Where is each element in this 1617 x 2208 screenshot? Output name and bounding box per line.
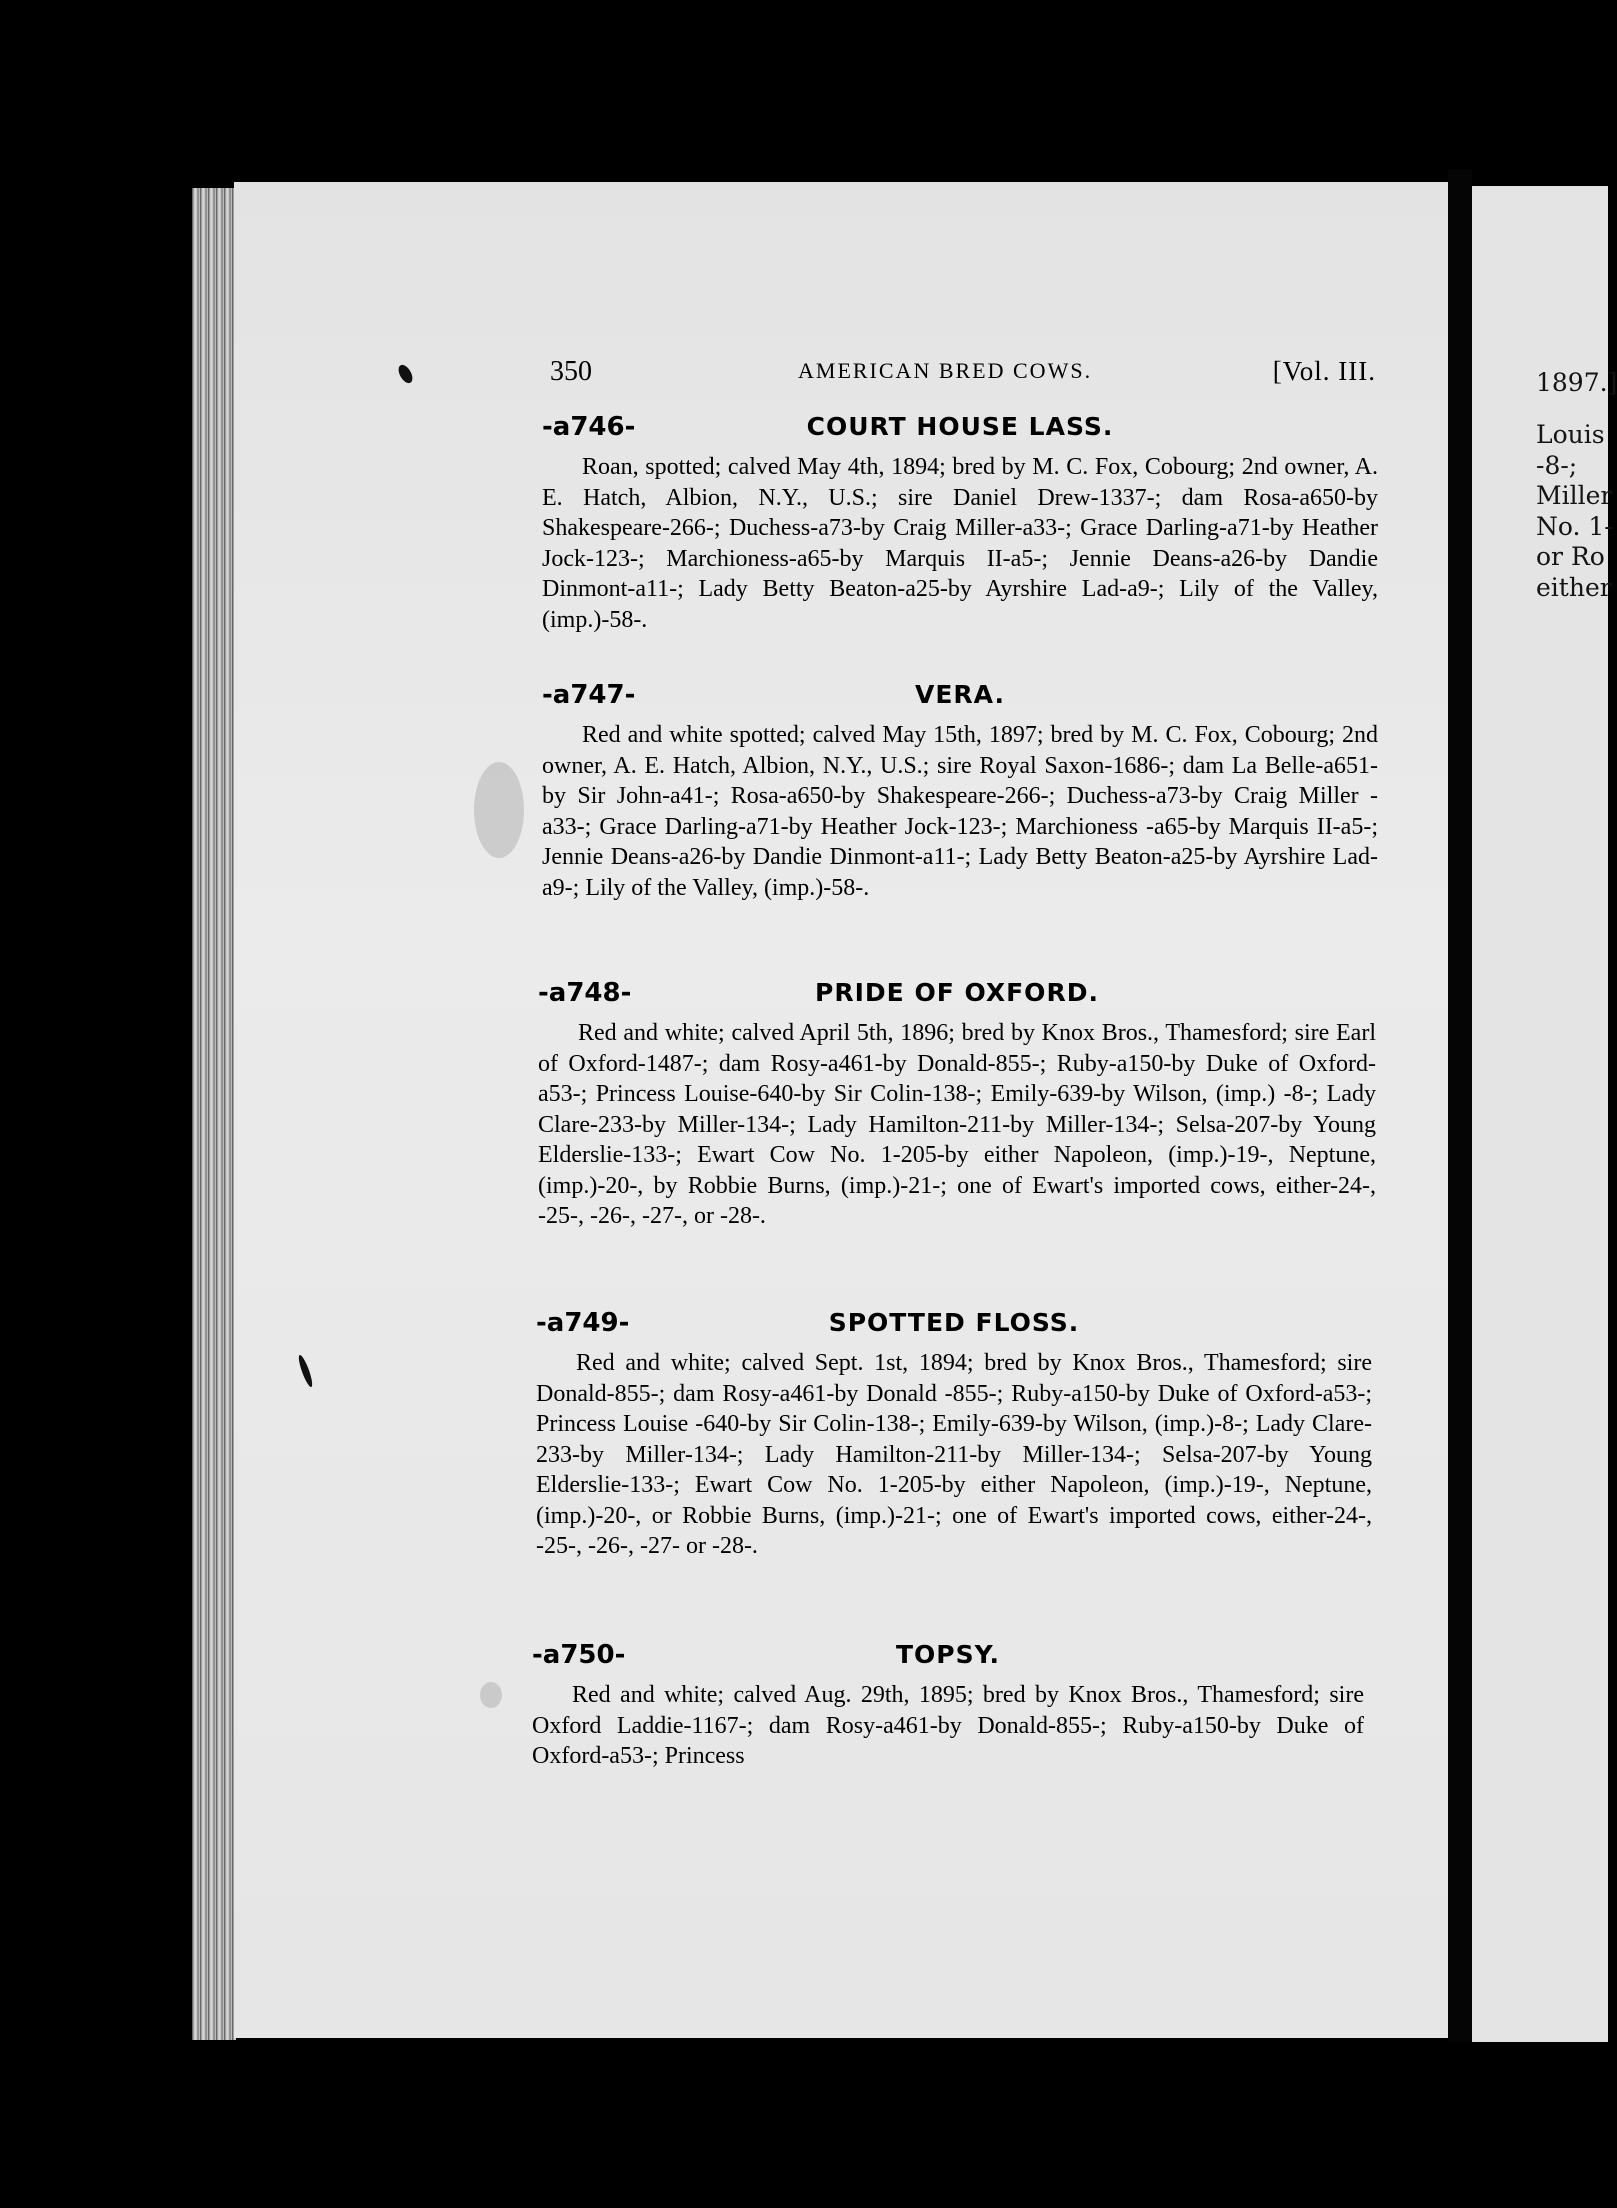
entry-number: -a748- (538, 978, 632, 1008)
entry-name: SPOTTED FLOSS. (828, 1308, 1080, 1337)
right-page-header: 1897.] (1536, 368, 1617, 397)
book-gutter (1448, 170, 1472, 2042)
entry-name: VERA. (915, 680, 1005, 709)
entry-text: Red and white spotted; calved May 15th, 1897; bred by M. C. Fox, Cobourg; 2nd owner, A. E. Hatch, Albion, N.Y., U.S.; sire Royal Saxon-1686-; dam La Belle-a651-by Sir John-a41-; Rosa-a650-by Shakespeare-266-; Duchess-a73-by Craig Miller -a33-; Grace Darling-a71-by Heather Jock-123-; Marchioness -a65-by Marquis II-a5-; Jennie Deans-a26-by Dandie Dinmont-a11-; Lady Betty Beaton-a25-by Ayrshire Lad-a9-; Lily of the Valley, (imp.)-58-. (542, 722, 1378, 901)
entry-heading (532, 1640, 1364, 1680)
entry-heading (538, 978, 1376, 1018)
page-edges (192, 188, 236, 2040)
entry-number: -a750- (532, 1640, 626, 1670)
entry-text: Red and white; calved April 5th, 1896; bred by Knox Bros., Thamesford; sire Earl of Oxford-1487-; dam Rosy-a461-by Donald-855-; Ruby-a150-by Duke of Oxford-a53-; Princess Louise-640-by Sir Colin-138-; Emily-639-by Wilson, (imp.) -8-; Lady Clare-233-by Miller-134-; Lady Hamilton-211-by Miller-134-; Selsa-207-by Young Elderslie-133-; Ewart Cow No. 1-205-by either Napoleon, (imp.)-19-, Neptune, (imp.)-20-, by Robbie Burns, (imp.)-21-; one of Ewart's imported cows, either-24-, -25-, -26-, -27-, or -28-. (538, 1020, 1376, 1229)
entry-text: Red and white; calved Aug. 29th, 1895; bred by Knox Bros., Thamesford; sire Oxford Laddie-1167-; dam Rosy-a461-by Donald-855-; Ruby-a150-by Duke of Oxford-a53-; Princess (532, 1682, 1364, 1769)
page-number: 350 (550, 356, 592, 387)
right-page-fragment (1472, 186, 1617, 2042)
right-page-line: Louis (1536, 420, 1605, 449)
entry (538, 978, 1376, 1232)
entry (542, 680, 1378, 903)
running-title: AMERICAN BRED COWS. (798, 358, 1093, 383)
entry-name: COURT HOUSE LASS. (806, 412, 1114, 441)
entry-heading (542, 680, 1378, 720)
paper-smudge (474, 762, 524, 858)
right-page-line: -8-; (1536, 450, 1578, 480)
entry (542, 412, 1378, 635)
running-header (550, 356, 1376, 396)
paper-smudge (480, 1682, 502, 1708)
entry-name: PRIDE OF OXFORD. (815, 978, 1099, 1007)
entry-number: -a749- (536, 1308, 630, 1338)
entry-heading (542, 412, 1378, 452)
right-page-lines (1536, 420, 1613, 603)
entry (536, 1308, 1372, 1562)
right-page-line: Miller (1536, 481, 1613, 510)
volume-label: [Vol. III. (1272, 356, 1376, 386)
entry (532, 1640, 1364, 1772)
entry-number: -a747- (542, 680, 636, 710)
right-page-line: or Ro (1536, 542, 1605, 571)
right-page-line: either (1536, 572, 1612, 602)
right-page-line: No. 1- (1536, 511, 1613, 541)
entry-text: Red and white; calved Sept. 1st, 1894; bred by Knox Bros., Thamesford; sire Donald-855-; dam Rosy-a461-by Donald -855-; Ruby-a150-by Duke of Oxford-a53-; Princess Louise -640-by Sir Colin-138-; Emily-639-by Wilson, (imp.)-8-; Lady Clare-233-by Miller-134-; Lady Hamilton-211-by Miller-134-; Selsa-207-by Young Elderslie-133-; Ewart Cow No. 1-205-by either Napoleon, (imp.)-19-, Neptune, (imp.)-20-, or Robbie Burns, (imp.)-21-; one of Ewart's imported cows, either-24-, -25-, -26-, -27- or -28-. (536, 1350, 1372, 1559)
entry-heading (536, 1308, 1372, 1348)
entry-name: TOPSY. (895, 1640, 1001, 1669)
entry-text: Roan, spotted; calved May 4th, 1894; bred by M. C. Fox, Cobourg; 2nd owner, A. E. Hatch, Albion, N.Y., U.S.; sire Daniel Drew-1337-; dam Rosa-a650-by Shakespeare-266-; Duchess-a73-by Craig Miller-a33-; Grace Darling-a71-by Heather Jock-123-; Marchioness-a65-by Marquis II-a5-; Jennie Deans-a26-by Dandie Dinmont-a11-; Lady Betty Beaton-a25-by Ayrshire Lad-a9-; Lily of the Valley, (imp.)-58-. (542, 454, 1378, 633)
entry-number: -a746- (542, 412, 636, 442)
